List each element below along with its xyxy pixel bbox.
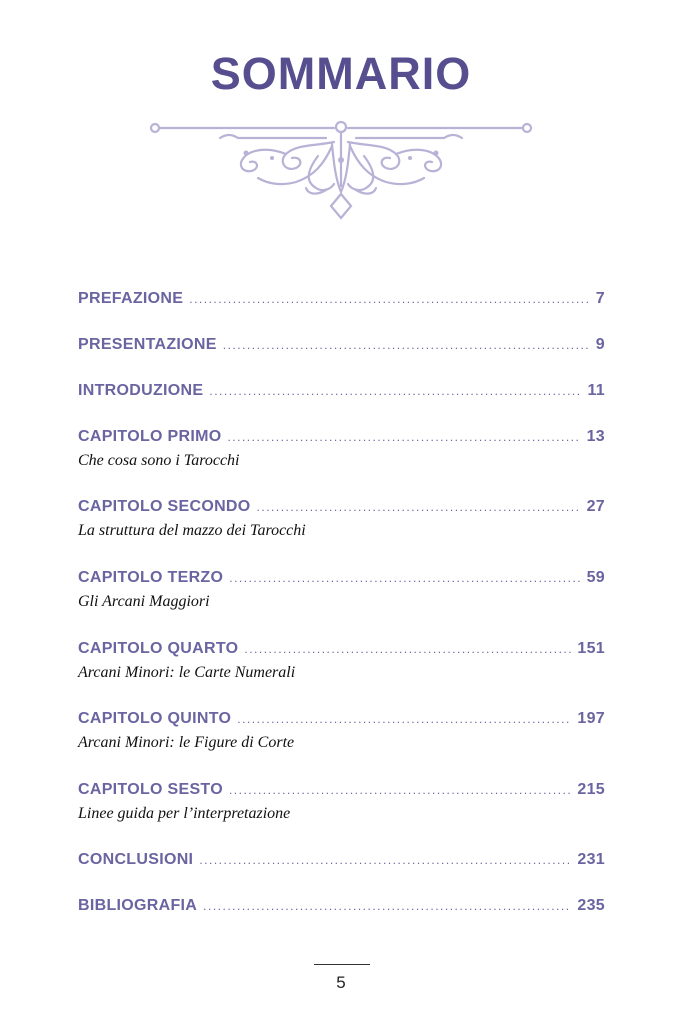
toc-entry-capitolo-quinto[interactable] bbox=[78, 710, 605, 752]
toc-entry-label: BIBLIOGRAFIA bbox=[78, 897, 198, 914]
toc-entry-subtitle: Arcani Minori: le Carte Numerali bbox=[78, 664, 296, 681]
toc-entry-label: CAPITOLO QUINTO bbox=[78, 710, 232, 727]
toc-entry-page: 215 bbox=[577, 781, 605, 798]
toc-entry-label: CAPITOLO TERZO bbox=[78, 569, 224, 586]
toc-entry-label: CAPITOLO PRIMO bbox=[78, 428, 222, 445]
dot-leader bbox=[209, 384, 581, 398]
dot-leader bbox=[223, 338, 590, 352]
flourish-ornament-icon bbox=[146, 116, 536, 226]
dot-leader bbox=[229, 571, 580, 585]
dot-leader bbox=[229, 783, 571, 797]
toc-entry-capitolo-terzo[interactable] bbox=[78, 569, 605, 611]
toc-entry-page: 13 bbox=[586, 428, 605, 445]
dot-leader bbox=[257, 500, 581, 514]
toc-entry-label: CAPITOLO SECONDO bbox=[78, 498, 251, 515]
toc-entry-introduzione[interactable] bbox=[78, 382, 605, 404]
toc-entry-conclusioni[interactable] bbox=[78, 851, 605, 873]
toc-entry-subtitle: La struttura del mazzo dei Tarocchi bbox=[78, 522, 306, 539]
toc-entry-capitolo-primo[interactable] bbox=[78, 428, 605, 470]
toc-entry-label: CAPITOLO SESTO bbox=[78, 781, 223, 798]
dot-leader bbox=[203, 899, 571, 913]
toc-entry-subtitle: Gli Arcani Maggiori bbox=[78, 593, 210, 610]
toc-entry-page: 231 bbox=[577, 851, 605, 868]
toc-entry-page: 197 bbox=[577, 710, 605, 727]
toc-entry-subtitle: Linee guida per l’interpretazione bbox=[78, 805, 291, 822]
toc-entry-page: 9 bbox=[595, 336, 605, 353]
toc-entry-page: 7 bbox=[595, 290, 605, 307]
footer-rule bbox=[314, 964, 370, 965]
toc-entry-capitolo-sesto[interactable] bbox=[78, 781, 605, 823]
dot-leader bbox=[199, 853, 571, 867]
toc-entry-label: INTRODUZIONE bbox=[78, 382, 204, 399]
toc-entry-page: 235 bbox=[577, 897, 605, 914]
toc-entry-prefazione[interactable] bbox=[78, 290, 605, 312]
toc-entry-subtitle: Che cosa sono i Tarocchi bbox=[78, 452, 240, 469]
toc-entry-page: 27 bbox=[586, 498, 605, 515]
toc-entry-capitolo-secondo[interactable] bbox=[78, 498, 605, 540]
toc-entry-label: PRESENTAZIONE bbox=[78, 336, 217, 353]
toc-entry-label: CONCLUSIONI bbox=[78, 851, 194, 868]
toc-entry-label: PREFAZIONE bbox=[78, 290, 184, 307]
toc-entry-subtitle: Arcani Minori: le Figure di Corte bbox=[78, 734, 295, 751]
toc-entry-capitolo-quarto[interactable] bbox=[78, 640, 605, 682]
dot-leader bbox=[244, 642, 571, 656]
dot-leader bbox=[237, 712, 571, 726]
toc-entry-bibliografia[interactable] bbox=[78, 897, 605, 919]
toc-entry-page: 59 bbox=[586, 569, 605, 586]
dot-leader bbox=[227, 430, 580, 444]
page-title: SOMMARIO bbox=[210, 48, 472, 99]
dot-leader bbox=[189, 292, 590, 306]
toc-entry-page: 151 bbox=[577, 640, 605, 657]
toc-entry-presentazione[interactable] bbox=[78, 336, 605, 358]
toc-entry-label: CAPITOLO QUARTO bbox=[78, 640, 239, 657]
page-number: 5 bbox=[336, 973, 346, 992]
toc-entry-page: 11 bbox=[587, 382, 605, 399]
